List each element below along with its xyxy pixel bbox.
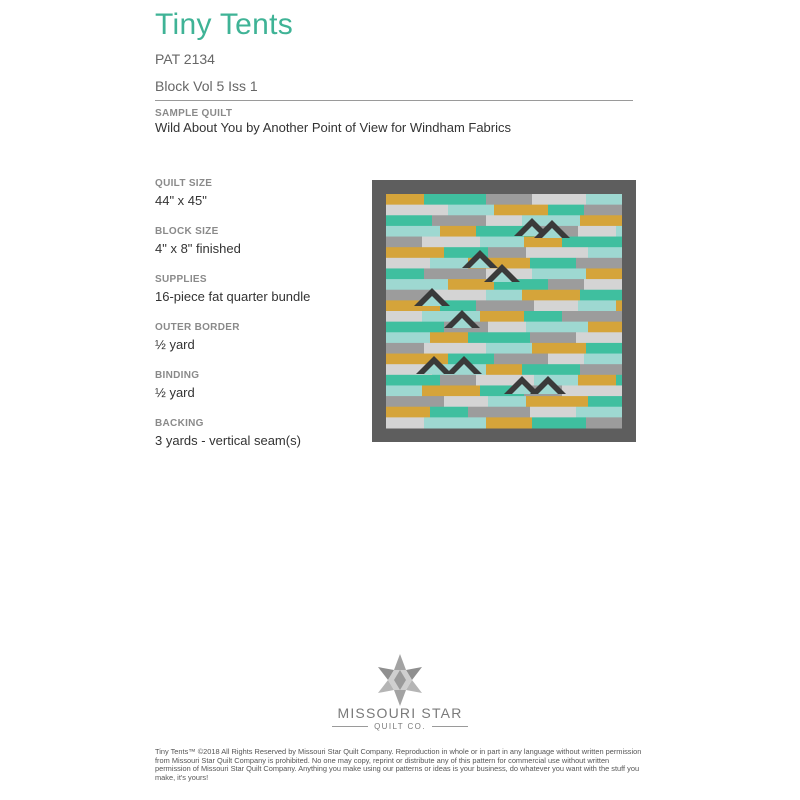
quilt-strip: [562, 237, 622, 248]
spec-value: ½ yard: [155, 337, 195, 352]
spec-outer-border: [155, 322, 355, 370]
spec-value: 4" x 8" finished: [155, 241, 241, 256]
quilt-strip: [586, 268, 622, 279]
quilt-strip: [440, 226, 476, 237]
quilt-strip: [486, 417, 532, 428]
quilt-strip: [386, 332, 430, 343]
quilt-strip: [386, 343, 424, 354]
quilt-strip: [440, 375, 476, 386]
quilt-strip: [386, 268, 424, 279]
quilt-strip: [488, 396, 526, 407]
page-title: Tiny Tents: [155, 8, 294, 41]
spec-label: BLOCK SIZE: [155, 226, 219, 237]
quilt-strip: [584, 279, 622, 290]
quilt-strip: [386, 226, 440, 237]
quilt-strip: [386, 247, 444, 258]
spec-label: BACKING: [155, 418, 204, 429]
quilt-strip: [424, 417, 486, 428]
quilt-strip: [494, 354, 548, 365]
quilt-strip: [576, 258, 622, 269]
spec-label: SUPPLIES: [155, 274, 207, 285]
copyright-footer: Tiny Tents™ ©2018 All Rights Reserved by Missouri Star Quilt Company. Reproduction in whole or in part in any language without written permission from Missouri Star Quilt Company is prohibited. No one may copy, reprint or distribute any of this pattern for commercial use without written permission of Missouri Star Quilt Company. Anything you make using our patterns or ideas is your business, do whatever you want with the stuff you make, it's yours!: [155, 747, 642, 782]
quilt-strip: [424, 343, 486, 354]
quilt-strip: [522, 290, 580, 301]
quilt-strip: [424, 268, 486, 279]
sample-quilt-label: SAMPLE QUILT: [155, 108, 233, 119]
quilt-strip: [532, 268, 586, 279]
quilt-strip: [522, 364, 580, 375]
quilt-strip: [386, 258, 430, 269]
spec-supplies: [155, 274, 355, 322]
quilt-strip: [430, 258, 468, 269]
quilt-strip: [580, 290, 622, 301]
brand-rule-right: [432, 726, 468, 727]
quilt-strip: [526, 322, 588, 333]
spec-value: ½ yard: [155, 385, 195, 400]
brand-name: MISSOURI STAR: [337, 705, 463, 721]
quilt-strip: [386, 215, 432, 226]
spec-block-size: [155, 226, 355, 274]
quilt-strip: [488, 247, 526, 258]
spec-value: 16-piece fat quarter bundle: [155, 289, 311, 304]
spec-list: [155, 178, 355, 466]
quilt-strip: [480, 311, 524, 322]
pattern-number: PAT 2134: [155, 51, 215, 67]
star-logo-icon: [310, 652, 490, 708]
brand-rule-left: [332, 726, 368, 727]
quilt-illustration: [372, 180, 636, 442]
quilt-strip: [386, 205, 448, 216]
quilt-strip: [580, 364, 622, 375]
spec-value: 3 yards - vertical seam(s): [155, 433, 301, 448]
quilt-strip: [576, 332, 622, 343]
quilt-strip: [468, 407, 530, 418]
quilt-strip: [530, 407, 576, 418]
quilt-strip: [444, 396, 488, 407]
quilt-strip: [616, 300, 622, 311]
spec-label: OUTER BORDER: [155, 322, 240, 333]
quilt-strip: [562, 311, 622, 322]
quilt-strip: [386, 279, 448, 290]
quilt-photo: [372, 180, 636, 442]
quilt-strip: [422, 237, 480, 248]
spec-label: BINDING: [155, 370, 200, 381]
quilt-strip: [386, 322, 444, 333]
quilt-strip: [422, 385, 480, 396]
quilt-strip: [616, 375, 622, 386]
spec-backing: [155, 418, 355, 466]
quilt-strip: [424, 194, 486, 205]
quilt-strip: [548, 354, 584, 365]
quilt-strip: [486, 194, 532, 205]
quilt-strip: [586, 194, 622, 205]
quilt-strip: [480, 237, 524, 248]
quilt-strip: [386, 385, 422, 396]
quilt-strip: [430, 332, 468, 343]
quilt-strip: [386, 407, 430, 418]
quilt-strip: [486, 290, 522, 301]
quilt-strip: [386, 417, 424, 428]
quilt-strip: [580, 215, 622, 226]
quilt-strip: [494, 205, 548, 216]
quilt-strip: [616, 226, 622, 237]
quilt-strip: [562, 385, 622, 396]
quilt-strip: [584, 354, 622, 365]
quilt-strip: [430, 407, 468, 418]
spec-label: QUILT SIZE: [155, 178, 213, 189]
quilt-strip: [534, 300, 578, 311]
quilt-strip: [532, 417, 586, 428]
quilt-strip: [448, 205, 494, 216]
quilt-strip: [586, 417, 622, 428]
quilt-strip: [548, 205, 584, 216]
quilt-strip: [432, 215, 486, 226]
quilt-strip: [468, 332, 530, 343]
quilt-strip: [486, 343, 532, 354]
quilt-strip: [586, 343, 622, 354]
quilt-strip: [588, 247, 622, 258]
quilt-strip: [576, 407, 622, 418]
quilt-strip: [486, 364, 522, 375]
quilt-strip: [584, 205, 622, 216]
block-volume: Block Vol 5 Iss 1: [155, 78, 258, 94]
quilt-strip: [386, 311, 422, 322]
brand-sub-text: QUILT CO.: [374, 722, 426, 731]
quilt-strip: [532, 194, 586, 205]
quilt-strip: [578, 300, 616, 311]
header-divider: [155, 100, 633, 101]
quilt-strip: [578, 226, 616, 237]
quilt-strip: [476, 300, 534, 311]
quilt-strip: [588, 322, 622, 333]
quilt-strip: [386, 194, 424, 205]
quilt-strip: [386, 237, 422, 248]
quilt-strip: [524, 237, 562, 248]
quilt-strip: [530, 258, 576, 269]
quilt-strip: [526, 396, 588, 407]
quilt-strip: [488, 322, 526, 333]
spec-quilt-size: [155, 178, 355, 226]
quilt-strip: [524, 311, 562, 322]
quilt-strip: [526, 247, 588, 258]
brand-subtitle: [300, 722, 500, 731]
quilt-strip: [588, 396, 622, 407]
quilt-strip: [532, 343, 586, 354]
quilt-strip: [578, 375, 616, 386]
quilt-strip: [530, 332, 576, 343]
quilt-strip: [486, 215, 522, 226]
quilt-strip: [386, 375, 440, 386]
spec-value: 44" x 45": [155, 193, 207, 208]
quilt-strip: [548, 279, 584, 290]
sample-quilt-value: Wild About You by Another Point of View for Windham Fabrics: [155, 120, 512, 135]
spec-binding: [155, 370, 355, 418]
quilt-strip: [386, 396, 444, 407]
